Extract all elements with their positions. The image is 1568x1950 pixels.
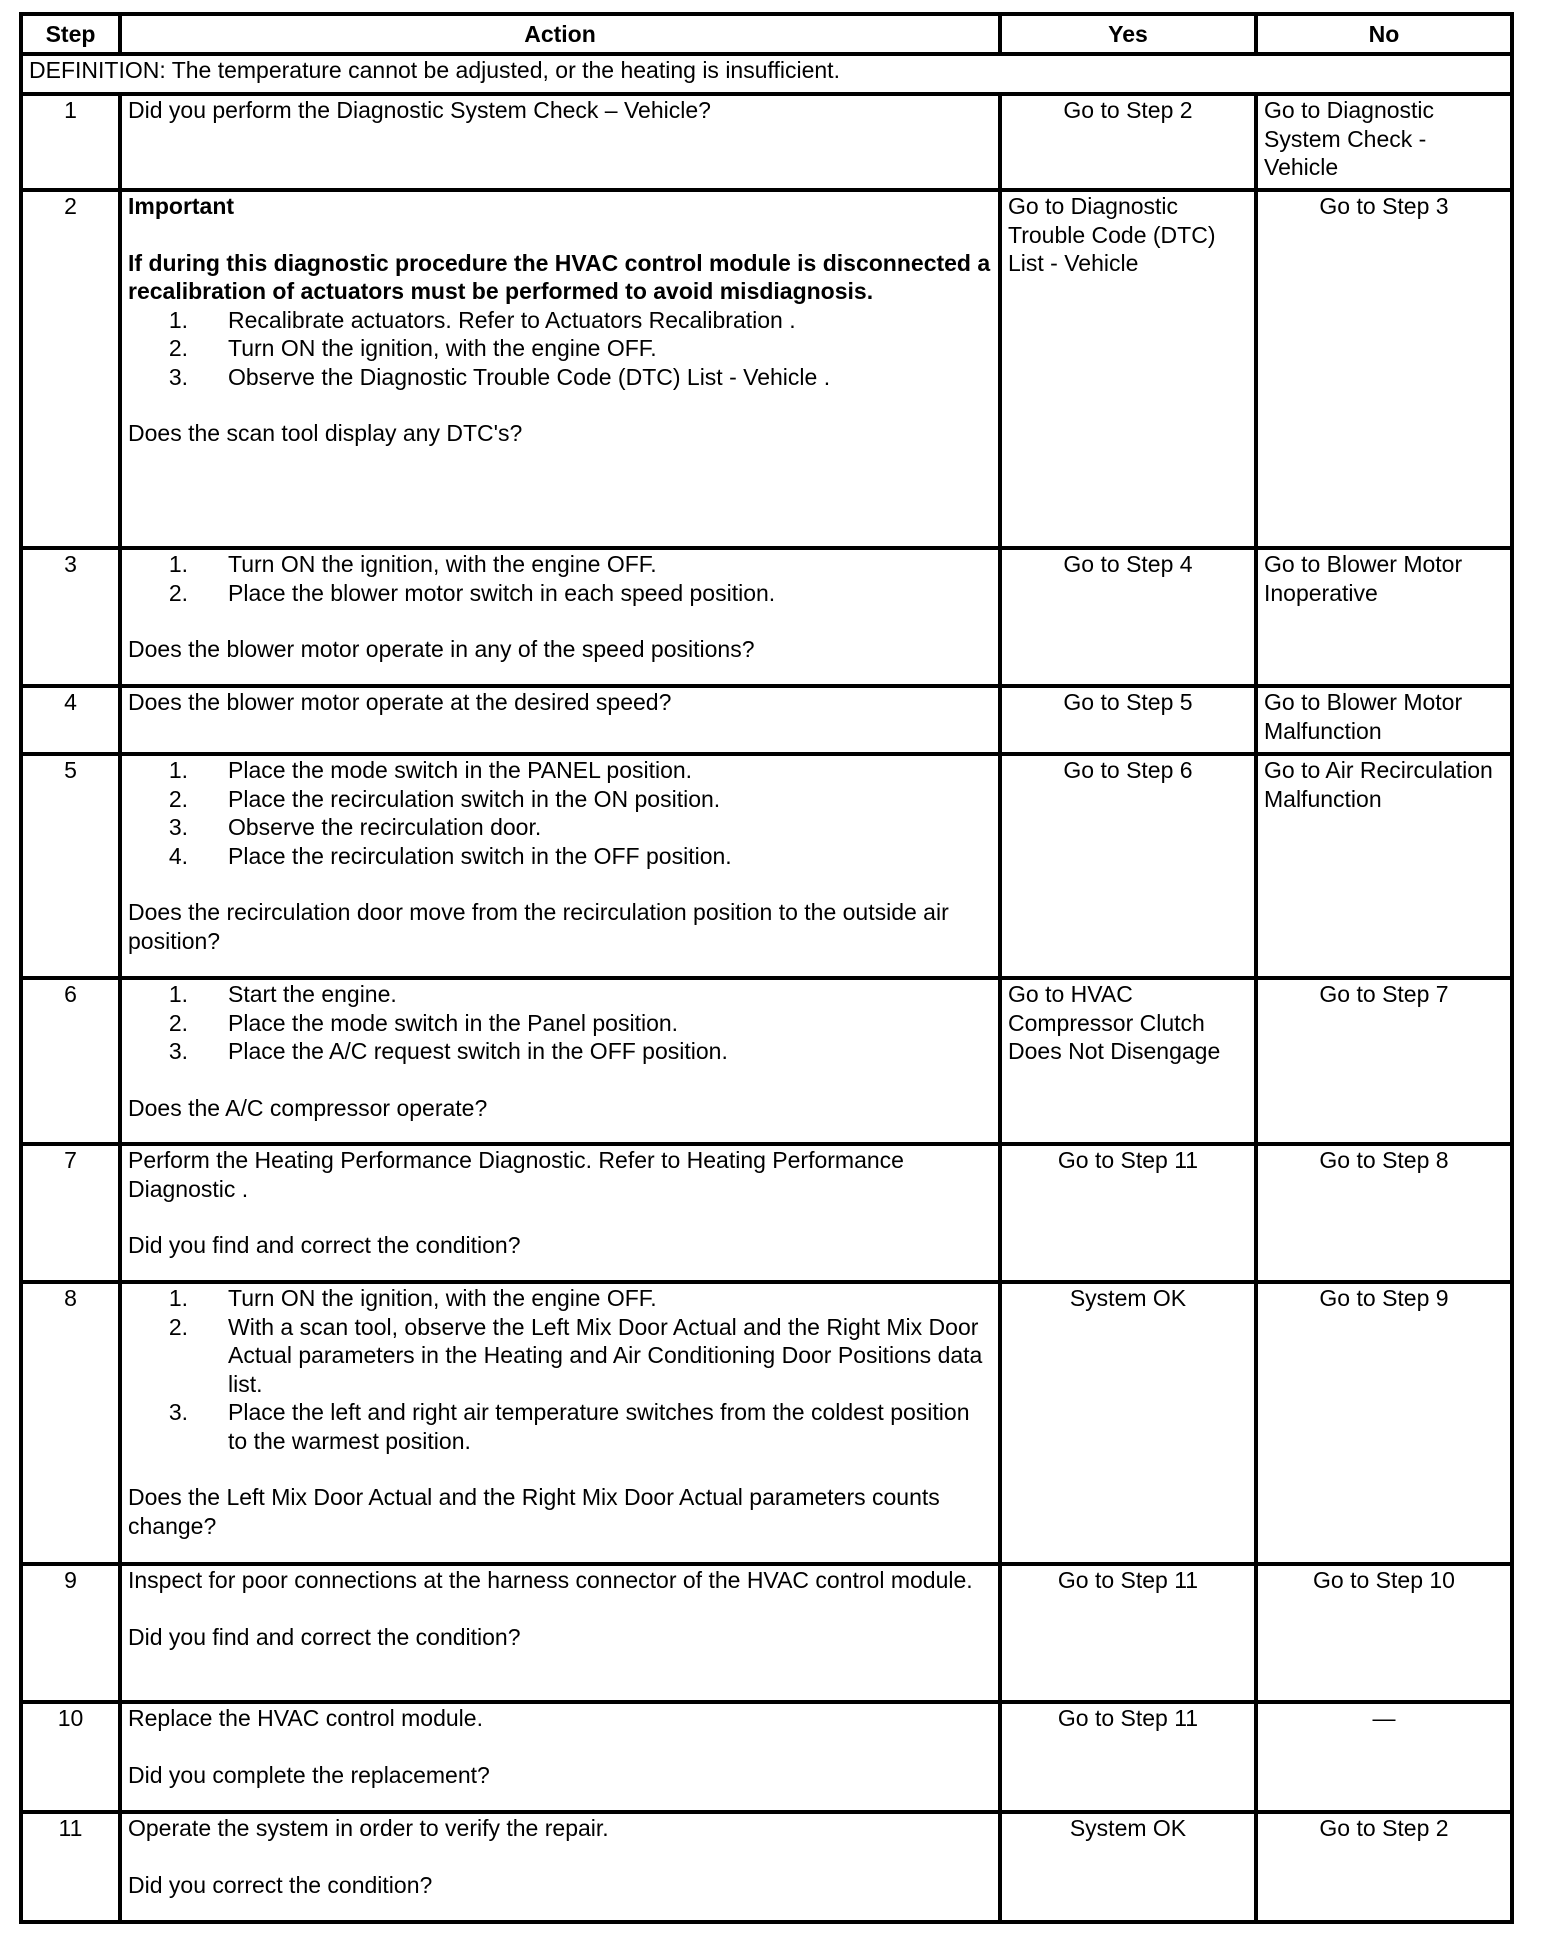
action-cell: [120, 1282, 1000, 1564]
yes-cell: Go to Step 4: [1000, 548, 1256, 686]
procedure-list: [128, 550, 992, 607]
question-text: Did you correct the condition?: [128, 1871, 433, 1898]
no-cell: —: [1256, 1702, 1512, 1812]
question-text: Does the Left Mix Door Actual and the Right Mix Door Actual parameters counts change?: [128, 1484, 940, 1539]
list-item: 1. Place the mode switch in the PANEL position.: [168, 757, 693, 783]
header-yes: Yes: [1000, 14, 1256, 54]
action-text: Inspect for poor connections at the harness connector of the HVAC control module.: [128, 1567, 973, 1593]
action-cell: [120, 754, 1000, 978]
question-text: Did you find and correct the condition?: [128, 1232, 521, 1258]
no-cell: Go to Step 10: [1256, 1564, 1512, 1702]
question-text: Did you find and correct the condition?: [128, 1623, 521, 1650]
action-cell: [120, 190, 1000, 548]
yes-cell: Go to Step 11: [1000, 1702, 1256, 1812]
action-cell: [120, 1812, 1000, 1922]
table-row: [21, 1702, 1512, 1812]
action-cell: [120, 1702, 1000, 1812]
list-item: 1. Turn ON the ignition, with the engine OFF.: [168, 1285, 657, 1311]
action-text: Does the blower motor operate at the desired speed?: [128, 689, 672, 715]
question-text: Does the A/C compressor operate?: [128, 1094, 488, 1121]
step-number: 5: [21, 754, 120, 978]
definition-row: [21, 54, 1512, 94]
list-item: 3. Place the left and right air temperature switches from the coldest position to the warmest position.: [168, 1399, 970, 1454]
yes-cell: Go to Step 6: [1000, 754, 1256, 978]
step-number: 8: [21, 1282, 120, 1564]
list-item: 3. Observe the Diagnostic Trouble Code (DTC) List - Vehicle .: [168, 363, 831, 390]
step-number: 1: [21, 94, 120, 190]
step-number: 6: [21, 978, 120, 1144]
list-item: 1. Turn ON the ignition, with the engine OFF.: [168, 551, 657, 577]
action-text: Replace the HVAC control module.: [128, 1705, 483, 1731]
table-row: [21, 686, 1512, 754]
table-row: [21, 978, 1512, 1144]
no-cell: Go to Diagnostic System Check - Vehicle: [1256, 94, 1512, 190]
procedure-list: [128, 980, 992, 1066]
procedure-list: [128, 1284, 992, 1455]
header-step: Step: [21, 14, 120, 54]
action-cell: [120, 978, 1000, 1144]
list-item: 4. Place the recirculation switch in the OFF position.: [168, 842, 732, 869]
question-text: Does the blower motor operate in any of the speed positions?: [128, 636, 755, 662]
important-text: If during this diagnostic procedure the HVAC control module is disconnected a recalibration of actuators must be performed to avoid misdiagnosis.: [128, 249, 991, 304]
yes-cell: Go to HVAC Compressor Clutch Does Not Disengage: [1000, 978, 1256, 1144]
no-cell: Go to Step 2: [1256, 1812, 1512, 1922]
table-row: [21, 1564, 1512, 1702]
action-text: Perform the Heating Performance Diagnostic. Refer to Heating Performance Diagnostic .: [128, 1147, 904, 1202]
procedure-list: [128, 306, 992, 392]
question-text: Does the recirculation door move from the recirculation position to the outside air position?: [128, 899, 949, 954]
yes-cell: Go to Step 11: [1000, 1564, 1256, 1702]
action-cell: [120, 1564, 1000, 1702]
list-item: 1. Start the engine.: [168, 981, 397, 1007]
action-cell: [120, 548, 1000, 686]
table-row: [21, 1812, 1512, 1922]
table-row: [21, 754, 1512, 978]
yes-cell: Go to Step 11: [1000, 1144, 1256, 1282]
header-row: [21, 14, 1512, 54]
question-text: Did you complete the replacement?: [128, 1761, 490, 1788]
step-number: 10: [21, 1702, 120, 1812]
action-cell: [120, 686, 1000, 754]
list-item: 2. Place the recirculation switch in the ON position.: [168, 785, 721, 812]
step-number: 3: [21, 548, 120, 686]
question-text: Does the scan tool display any DTC's?: [128, 420, 523, 446]
step-number: 9: [21, 1564, 120, 1702]
list-item: 2. Place the mode switch in the Panel position.: [168, 1009, 679, 1036]
table-row: [21, 1282, 1512, 1564]
step-number: 7: [21, 1144, 120, 1282]
action-cell: [120, 1144, 1000, 1282]
list-item: 2. With a scan tool, observe the Left Mix Door Actual and the Right Mix Door Actual parameters in the Heating and Air Conditioning Door Positions data list.: [168, 1313, 983, 1397]
important-title: Important: [128, 193, 235, 219]
yes-cell: Go to Step 5: [1000, 686, 1256, 754]
action-text: Did you perform the Diagnostic System Check – Vehicle?: [128, 97, 711, 123]
no-cell: Go to Step 3: [1256, 190, 1512, 548]
step-number: 11: [21, 1812, 120, 1922]
procedure-list: [128, 756, 992, 870]
list-item: 3. Observe the recirculation door.: [168, 814, 542, 840]
action-text: Operate the system in order to verify the repair.: [128, 1815, 609, 1841]
yes-cell: System OK: [1000, 1282, 1256, 1564]
definition-text: DEFINITION: The temperature cannot be adjusted, or the heating is insufficient.: [21, 54, 1512, 94]
no-cell: Go to Step 9: [1256, 1282, 1512, 1564]
table-row: [21, 548, 1512, 686]
step-number: 4: [21, 686, 120, 754]
yes-cell: Go to Step 2: [1000, 94, 1256, 190]
list-item: 2. Place the blower motor switch in each speed position.: [168, 579, 776, 606]
step-number: 2: [21, 190, 120, 548]
list-item: 3. Place the A/C request switch in the OFF position.: [168, 1038, 728, 1064]
table-row: [21, 190, 1512, 548]
action-cell: [120, 94, 1000, 190]
yes-cell: System OK: [1000, 1812, 1256, 1922]
table-row: [21, 1144, 1512, 1282]
no-cell: Go to Air Recirculation Malfunction: [1256, 754, 1512, 978]
no-cell: Go to Step 8: [1256, 1144, 1512, 1282]
no-cell: Go to Blower Motor Inoperative: [1256, 548, 1512, 686]
diagnostic-table: [19, 12, 1514, 1924]
header-no: No: [1256, 14, 1512, 54]
header-action: Action: [120, 14, 1000, 54]
list-item: 2. Turn ON the ignition, with the engine OFF.: [168, 335, 657, 361]
yes-cell: Go to Diagnostic Trouble Code (DTC) List - Vehicle: [1000, 190, 1256, 548]
no-cell: Go to Step 7: [1256, 978, 1512, 1144]
no-cell: Go to Blower Motor Malfunction: [1256, 686, 1512, 754]
list-item: 1. Recalibrate actuators. Refer to Actuators Recalibration .: [168, 306, 796, 333]
table-row: [21, 94, 1512, 190]
